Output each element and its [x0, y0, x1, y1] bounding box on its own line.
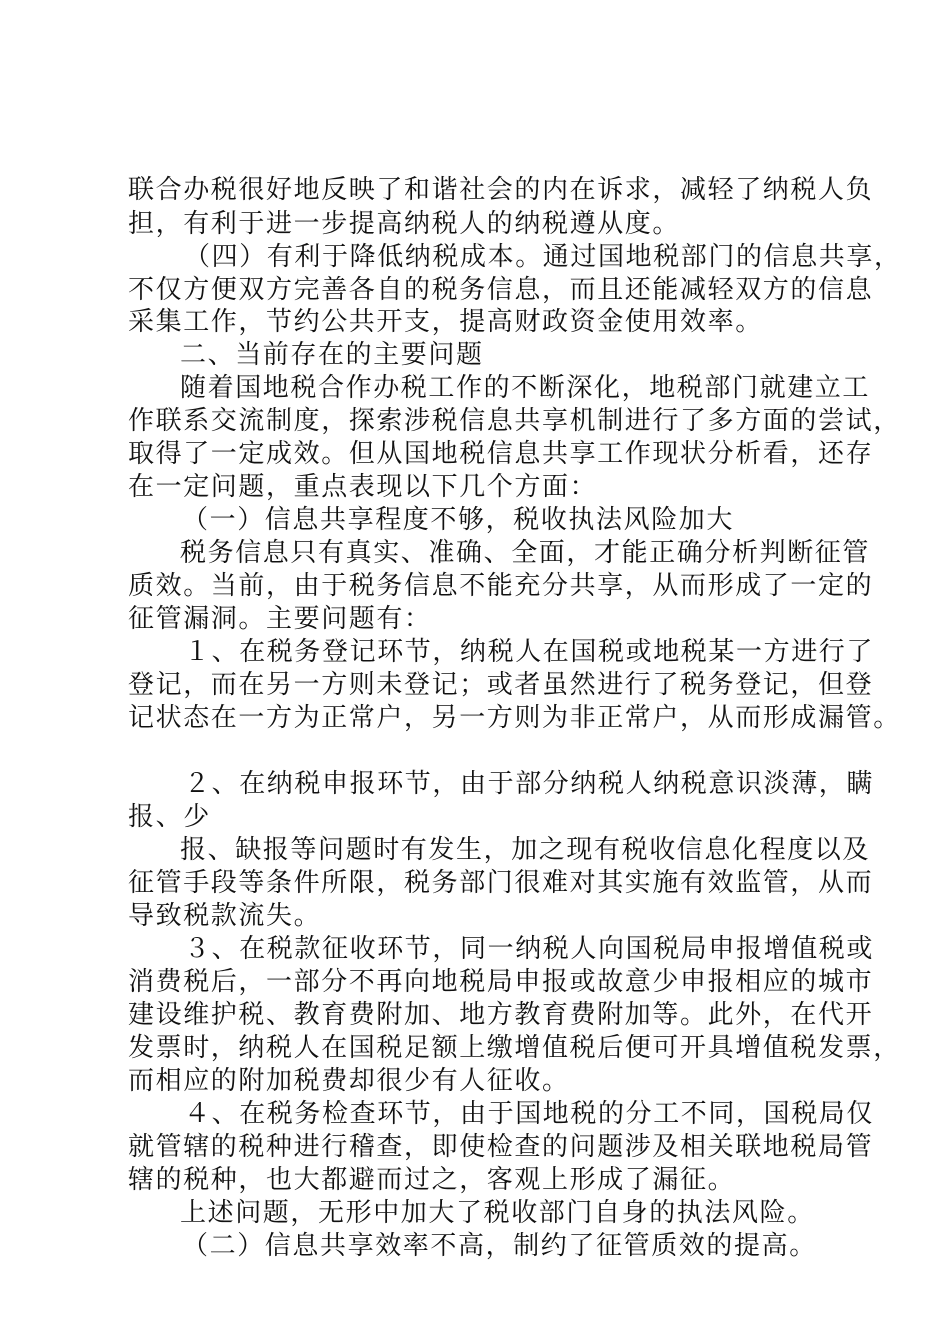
text-line: 而相应的附加税费却很少有人征收。	[128, 1066, 570, 1096]
text-line: 辖的税种，也大都避而过之，客观上形成了漏征。	[128, 1165, 736, 1195]
text-line: 报、缺报等问题时有发生，加之现有税收信息化程度以及	[180, 835, 871, 865]
text-line: 采集工作，节约公共开支，提高财政资金使用效率。	[128, 307, 763, 337]
text-line: 征管手段等条件所限，税务部门很难对其实施有效监管，从而	[128, 868, 874, 898]
text-line: ４、在税务检查环节，由于国地税的分工不同，国税局仅	[184, 1099, 875, 1129]
text-line: 担，有利于进一步提高纳税人的纳税遵从度。	[128, 209, 681, 239]
text-line: 税务信息只有真实、准确、全面，才能正确分析判断征管	[180, 538, 871, 568]
text-line: 在一定问题，重点表现以下几个方面：	[128, 472, 598, 502]
text-line: 征管漏洞。主要问题有：	[128, 604, 432, 634]
section-heading: 二、当前存在的主要问题	[180, 340, 484, 370]
text-line: 消费税后，一部分不再向地税局申报或故意少申报相应的城市	[128, 967, 874, 997]
text-line: 不仅方便双方完善各自的税务信息，而且还能减轻双方的信息	[128, 275, 874, 305]
text-line: 质效。当前，由于税务信息不能充分共享，从而形成了一定的	[128, 571, 874, 601]
text-line: 建设维护税、教育费附加、地方教育费附加等。此外，在代开	[128, 1000, 874, 1030]
subsection-heading: （一）信息共享程度不够，税收执法风险加大	[182, 505, 735, 535]
text-line: 取得了一定成效。但从国地税信息共享工作现状分析看，还存	[128, 439, 874, 469]
text-line: 导致税款流失。	[128, 901, 322, 931]
text-line: 登记，而在另一方则未登记；或者虽然进行了税务登记，但登	[128, 670, 874, 700]
text-line: 作联系交流制度，探索涉税信息共享机制进行了多方面的尝试，	[128, 406, 901, 436]
text-line: 上述问题，无形中加大了税收部门自身的执法风险。	[180, 1198, 815, 1228]
text-line: （四）有利于降低纳税成本。通过国地税部门的信息共享，	[184, 242, 902, 272]
text-line: 就管辖的税种进行稽查，即使检查的问题涉及相关联地税局管	[128, 1132, 874, 1162]
text-line: 发票时，纳税人在国税足额上缴增值税后便可开具增值税发票，	[128, 1033, 901, 1063]
text-line: ３、在税款征收环节，同一纳税人向国税局申报增值税或	[184, 934, 875, 964]
text-line: 报、少	[128, 802, 211, 832]
text-line: １、在税务登记环节，纳税人在国税或地税某一方进行了	[184, 637, 875, 667]
text-line: 记状态在一方为正常户，另一方则为非正常户，从而形成漏管。	[128, 703, 901, 733]
text-line: 随着国地税合作办税工作的不断深化，地税部门就建立工	[180, 373, 871, 403]
subsection-heading: （二）信息共享效率不高，制约了征管质效的提高。	[182, 1231, 817, 1261]
text-line: ２、在纳税申报环节，由于部分纳税人纳税意识淡薄，瞒	[184, 769, 875, 799]
text-line: 联合办税很好地反映了和谐社会的内在诉求，减轻了纳税人负	[128, 175, 874, 205]
